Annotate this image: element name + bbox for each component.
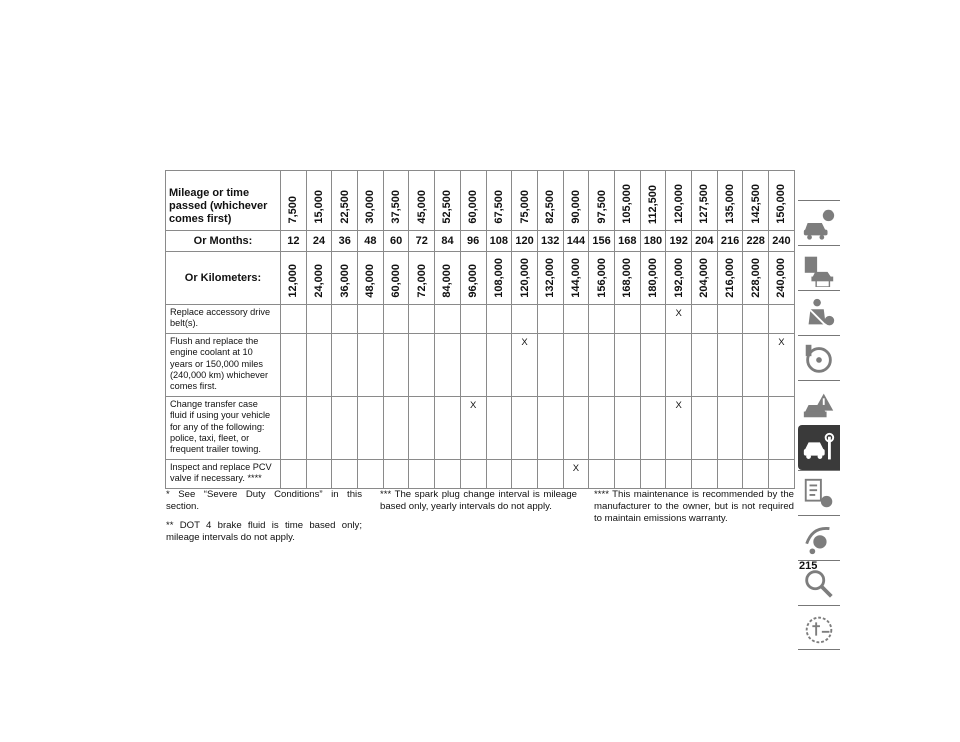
service-interval-cell xyxy=(306,459,332,488)
mileage-cell xyxy=(383,171,409,231)
service-mark: X xyxy=(666,396,692,459)
kilometers-value: 240,000 xyxy=(775,258,788,298)
mileage-cell xyxy=(281,171,307,231)
service-interval-cell xyxy=(717,459,743,488)
months-value: 216 xyxy=(717,231,743,252)
months-value: 180 xyxy=(640,231,666,252)
service-interval-cell xyxy=(460,305,486,334)
mileage-cell xyxy=(743,171,769,231)
kilometers-value: 12,000 xyxy=(287,264,300,298)
mileage-cell xyxy=(435,171,461,231)
service-interval-cell xyxy=(743,305,769,334)
service-mark: X xyxy=(460,396,486,459)
mileage-value: 120,000 xyxy=(672,184,685,224)
service-interval-cell xyxy=(640,333,666,396)
kilometers-cell xyxy=(358,252,384,305)
mileage-value: 97,500 xyxy=(595,190,608,224)
service-item-label: Replace accessory drive belt(s). xyxy=(166,305,281,334)
service-interval-cell xyxy=(589,305,615,334)
mileage-cell xyxy=(409,171,435,231)
mileage-cell xyxy=(486,171,512,231)
service-interval-cell xyxy=(769,459,795,488)
service-interval-cell xyxy=(666,333,692,396)
service-interval-cell xyxy=(640,396,666,459)
car-warning-icon xyxy=(801,386,837,422)
service-interval-cell xyxy=(383,459,409,488)
footnote-spark-plug: *** The spark plug change interval is mileage based only, yearly intervals do not apply. xyxy=(380,489,577,512)
service-interval-cell xyxy=(435,459,461,488)
service-interval-cell xyxy=(717,396,743,459)
kilometers-value: 144,000 xyxy=(569,258,582,298)
mileage-header-row xyxy=(166,171,795,231)
service-interval-cell xyxy=(537,396,563,459)
months-row xyxy=(166,231,795,252)
service-interval-cell xyxy=(589,333,615,396)
mileage-value: 112,500 xyxy=(646,184,659,224)
service-interval-cell xyxy=(486,459,512,488)
footnote-brake-fluid: ** DOT 4 brake fluid is time based only; mileage intervals do not apply. xyxy=(166,520,362,543)
service-interval-cell xyxy=(383,396,409,459)
mileage-cell xyxy=(358,171,384,231)
kilometers-cell xyxy=(435,252,461,305)
seatbelt-person-icon xyxy=(801,296,837,332)
mileage-value: 15,000 xyxy=(313,190,326,224)
months-value: 72 xyxy=(409,231,435,252)
chapter-tab-1[interactable] xyxy=(798,200,840,245)
chapter-tab-2[interactable] xyxy=(798,245,840,290)
service-interval-cell xyxy=(409,396,435,459)
mileage-value: 60,000 xyxy=(467,190,480,224)
kilometers-value: 108,000 xyxy=(492,258,505,298)
service-interval-cell xyxy=(409,333,435,396)
kilometers-cell xyxy=(640,252,666,305)
service-interval-cell xyxy=(486,333,512,396)
service-interval-cell xyxy=(306,333,332,396)
kilometers-value: 156,000 xyxy=(595,258,608,298)
kilometers-value: 168,000 xyxy=(621,258,634,298)
service-interval-cell xyxy=(358,459,384,488)
footnotes-column-1 xyxy=(166,489,362,551)
mileage-value: 90,000 xyxy=(569,190,582,224)
service-interval-cell xyxy=(769,396,795,459)
service-interval-cell xyxy=(383,333,409,396)
service-interval-cell xyxy=(512,459,538,488)
car-wrench-icon xyxy=(801,431,837,467)
kilometers-cell xyxy=(332,252,358,305)
kilometers-cell xyxy=(537,252,563,305)
months-value: 228 xyxy=(743,231,769,252)
service-interval-cell xyxy=(589,396,615,459)
service-interval-cell xyxy=(692,305,718,334)
kilometers-value: 204,000 xyxy=(698,258,711,298)
service-interval-cell xyxy=(692,396,718,459)
service-interval-cell xyxy=(435,305,461,334)
service-mark: X xyxy=(563,459,589,488)
chapter-tab-bar xyxy=(798,200,840,650)
service-interval-cell xyxy=(332,305,358,334)
mileage-value: 45,000 xyxy=(415,190,428,224)
kilometers-cell xyxy=(769,252,795,305)
months-value: 156 xyxy=(589,231,615,252)
service-row xyxy=(166,305,795,334)
service-interval-cell xyxy=(640,459,666,488)
kilometers-value: 120,000 xyxy=(518,258,531,298)
kilometers-cell xyxy=(589,252,615,305)
service-interval-cell xyxy=(537,459,563,488)
service-interval-cell xyxy=(743,459,769,488)
footnotes-column-2 xyxy=(380,489,577,520)
kilometers-value: 216,000 xyxy=(724,258,737,298)
mileage-value: 37,500 xyxy=(390,190,403,224)
service-mark: X xyxy=(512,333,538,396)
mileage-cell xyxy=(717,171,743,231)
page-number: 215 xyxy=(799,560,818,572)
months-label: Or Months: xyxy=(166,231,281,252)
service-interval-cell xyxy=(486,396,512,459)
spec-sheet-icon xyxy=(801,476,837,512)
months-value: 144 xyxy=(563,231,589,252)
kilometers-cell xyxy=(460,252,486,305)
footnote-emissions: **** This maintenance is recommended by the manufacturer to the owner, but is not required to maintain emissions warranty. xyxy=(594,489,794,524)
kilometers-cell xyxy=(512,252,538,305)
steering-wheel-icon xyxy=(801,341,837,377)
service-row xyxy=(166,333,795,396)
service-interval-cell xyxy=(409,459,435,488)
kilometers-cell xyxy=(743,252,769,305)
chapter-tab-4[interactable] xyxy=(798,335,840,380)
kilometers-value: 36,000 xyxy=(338,264,351,298)
kilometers-row xyxy=(166,252,795,305)
service-interval-cell xyxy=(743,333,769,396)
mileage-cell xyxy=(692,171,718,231)
kilometers-value: 132,000 xyxy=(544,258,557,298)
kilometers-value: 60,000 xyxy=(390,264,403,298)
service-item-label: Change transfer case fluid if using your vehicle for any of the following: police, taxi, fleet, or frequent trailer towing. xyxy=(166,396,281,459)
service-interval-cell xyxy=(460,333,486,396)
months-value: 60 xyxy=(383,231,409,252)
kilometers-value: 192,000 xyxy=(672,258,685,298)
months-value: 96 xyxy=(460,231,486,252)
mileage-cell xyxy=(589,171,615,231)
service-interval-cell xyxy=(435,333,461,396)
chapter-tab-3[interactable] xyxy=(798,290,840,335)
service-interval-cell xyxy=(769,305,795,334)
service-interval-cell xyxy=(743,396,769,459)
mileage-cell xyxy=(306,171,332,231)
kilometers-value: 48,000 xyxy=(364,264,377,298)
service-interval-cell xyxy=(332,459,358,488)
months-value: 192 xyxy=(666,231,692,252)
chapter-tab-6[interactable] xyxy=(798,425,840,470)
kilometers-value: 72,000 xyxy=(415,264,428,298)
service-interval-cell xyxy=(692,333,718,396)
service-interval-cell xyxy=(358,305,384,334)
mileage-value: 150,000 xyxy=(775,184,788,224)
kilometers-cell xyxy=(666,252,692,305)
service-interval-cell xyxy=(306,396,332,459)
service-interval-cell xyxy=(306,305,332,334)
kilometers-cell xyxy=(306,252,332,305)
mileage-cell xyxy=(563,171,589,231)
service-interval-cell xyxy=(563,333,589,396)
service-interval-cell xyxy=(692,459,718,488)
chapter-tab-8[interactable] xyxy=(798,515,840,560)
service-interval-cell xyxy=(614,396,640,459)
service-interval-cell xyxy=(614,333,640,396)
service-interval-cell xyxy=(281,459,307,488)
service-interval-cell xyxy=(281,333,307,396)
chapter-tab-7[interactable] xyxy=(798,470,840,515)
car-envelope-icon xyxy=(801,251,837,287)
service-interval-cell xyxy=(512,305,538,334)
months-value: 12 xyxy=(281,231,307,252)
kilometers-cell xyxy=(409,252,435,305)
kilometers-value: 84,000 xyxy=(441,264,454,298)
mileage-value: 135,000 xyxy=(724,184,737,224)
kilometers-cell xyxy=(563,252,589,305)
service-row xyxy=(166,396,795,459)
mileage-value: 127,500 xyxy=(698,184,711,224)
footnote-severe-duty: * See “Severe Duty Conditions” in this section. xyxy=(166,489,362,512)
mileage-cell xyxy=(640,171,666,231)
service-mark: X xyxy=(666,305,692,334)
service-interval-cell xyxy=(614,459,640,488)
service-row xyxy=(166,459,795,488)
mileage-cell xyxy=(537,171,563,231)
kilometers-label: Or Kilometers: xyxy=(166,252,281,305)
car-info-icon xyxy=(801,206,837,242)
months-value: 36 xyxy=(332,231,358,252)
service-interval-cell xyxy=(537,305,563,334)
service-interval-cell xyxy=(358,333,384,396)
mileage-cell xyxy=(460,171,486,231)
kilometers-value: 228,000 xyxy=(749,258,762,298)
months-value: 108 xyxy=(486,231,512,252)
mileage-value: 30,000 xyxy=(364,190,377,224)
chapter-tab-10[interactable] xyxy=(798,605,840,650)
kilometers-cell xyxy=(281,252,307,305)
chapter-tab-9[interactable] xyxy=(798,560,840,605)
footnotes-column-3 xyxy=(594,489,794,532)
service-interval-cell xyxy=(358,396,384,459)
months-value: 240 xyxy=(769,231,795,252)
mileage-value: 105,000 xyxy=(621,184,634,224)
mileage-header-label: Mileage or time passed (whichever comes first) xyxy=(166,171,281,231)
service-interval-cell xyxy=(383,305,409,334)
kilometers-cell xyxy=(383,252,409,305)
service-interval-cell xyxy=(332,333,358,396)
mileage-value: 22,500 xyxy=(338,190,351,224)
kilometers-value: 96,000 xyxy=(467,264,480,298)
service-interval-cell xyxy=(563,396,589,459)
mileage-cell xyxy=(614,171,640,231)
service-item-label: Inspect and replace PCV valve if necessary. **** xyxy=(166,459,281,488)
mileage-cell xyxy=(332,171,358,231)
mileage-cell xyxy=(666,171,692,231)
service-interval-cell xyxy=(281,396,307,459)
service-interval-cell xyxy=(666,459,692,488)
service-interval-cell xyxy=(640,305,666,334)
multimedia-icon xyxy=(801,521,837,557)
service-interval-cell xyxy=(512,396,538,459)
service-interval-cell xyxy=(537,333,563,396)
service-interval-cell xyxy=(717,333,743,396)
months-value: 120 xyxy=(512,231,538,252)
service-interval-cell xyxy=(589,459,615,488)
search-icon xyxy=(801,566,837,602)
service-mark: X xyxy=(769,333,795,396)
service-interval-cell xyxy=(486,305,512,334)
service-interval-cell xyxy=(435,396,461,459)
kilometers-value: 180,000 xyxy=(646,258,659,298)
service-interval-cell xyxy=(332,396,358,459)
service-interval-cell xyxy=(614,305,640,334)
months-value: 24 xyxy=(306,231,332,252)
months-value: 132 xyxy=(537,231,563,252)
kilometers-cell xyxy=(614,252,640,305)
mileage-value: 82,500 xyxy=(544,190,557,224)
mileage-cell xyxy=(512,171,538,231)
service-interval-cell xyxy=(409,305,435,334)
mileage-value: 75,000 xyxy=(518,190,531,224)
mileage-value: 7,500 xyxy=(287,196,300,224)
kilometers-cell xyxy=(486,252,512,305)
service-interval-cell xyxy=(563,305,589,334)
kilometers-cell xyxy=(692,252,718,305)
kilometers-value: 24,000 xyxy=(313,264,326,298)
months-value: 48 xyxy=(358,231,384,252)
service-interval-cell xyxy=(717,305,743,334)
months-value: 204 xyxy=(692,231,718,252)
maintenance-schedule-table xyxy=(165,170,795,489)
months-value: 84 xyxy=(435,231,461,252)
mileage-value: 67,500 xyxy=(492,190,505,224)
chapter-tab-5[interactable] xyxy=(798,380,840,425)
mileage-cell xyxy=(769,171,795,231)
service-item-label: Flush and replace the engine coolant at 10 years or 150,000 miles (240,000 km) whichever comes first. xyxy=(166,333,281,396)
mileage-value: 142,500 xyxy=(749,184,762,224)
service-interval-cell xyxy=(460,459,486,488)
months-value: 168 xyxy=(614,231,640,252)
kilometers-cell xyxy=(717,252,743,305)
languages-icon xyxy=(801,611,837,647)
service-interval-cell xyxy=(281,305,307,334)
mileage-value: 52,500 xyxy=(441,190,454,224)
